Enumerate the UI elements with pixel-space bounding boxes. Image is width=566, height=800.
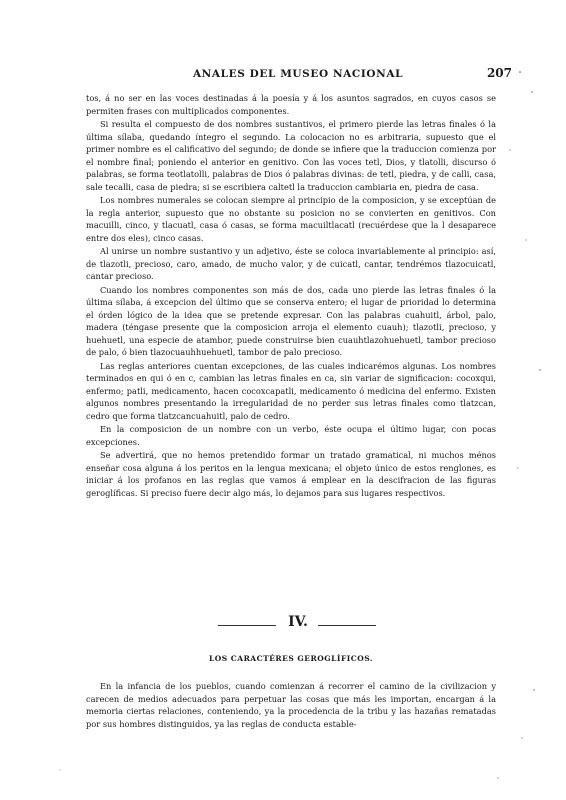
paragraph: En la composicion de un nombre con un verbo, éste ocupa el último lugar, con pocas excepciones. bbox=[86, 424, 496, 447]
divider-rule bbox=[218, 625, 276, 626]
paragraph: Se advertirá, que no hemos pretendido formar un tratado gramatical, ni muchos ménos enseñar cosa alguna á los peritos en la lengua mexicana; el objeto único de estos renglones, es iniciar á los profanos en las reglas que vamos á emplear en la descifracion de las figuras geroglíficas. Si preciso fuere decir algo más, lo dejamos para sus lugares respectivos. bbox=[86, 450, 496, 498]
paragraph: tos, á no ser en las voces destinadas á la poesía y á los asuntos sagrados, en cuyos casos se permiten frases con multiplicados componentes. bbox=[86, 93, 496, 116]
paragraph: En la infancia de los pueblos, cuando comienzan á recorrer el camino de la civilizacion y carecen de medios adecuados para perpetuar las cosas que más les importan, encargan á la memoria ciertas relaciones, conteniendo, ya la procedencia de la tribu y las hazañas rematadas por sus hombres distinguidos, ya las reglas de conducta estable- bbox=[86, 681, 496, 729]
divider-rule bbox=[318, 625, 376, 626]
paragraph: Al unirse un nombre sustantivo y un adjetivo, éste se coloca invariablemente al principio: así, de tlazotli, precioso, caro, amado, de mucho valor, y de cuicatl, cantar, tendrémos tlazocuicatl, cantar precioso. bbox=[86, 246, 496, 281]
page-number: 207 bbox=[486, 66, 512, 80]
paragraph: Los nombres numerales se colocan siempre al principio de la composicion, y se exceptúan de la regla anterior, supuesto que no obstante su posicion no se convierten en genitivos. Con macuilli, cinco, y tlacuatl, casa ó casas, se forma macuiltlacatl (recuérdese que la l desaparece entre dos eles), cinco casas. bbox=[86, 195, 496, 243]
section-number: IV. bbox=[288, 614, 308, 630]
body-text bbox=[86, 92, 496, 499]
paragraph: Las reglas anteriores cuentan excepciones, de las cuales indicarémos algunas. Los nombres terminados en qui ó en c, cambian las letras finales en ca, sin variar de significacion: cocoxqui, enfermo; patli, medicamento, hacen cocoxcapatli, medicamento ó medicina del enfermo. Existen algunos nombres presentando la irregularidad de no perder sus letras finales como tlatzcan, cedro que forma tlatzcancuahuitl, palo de cedro. bbox=[86, 360, 496, 421]
paragraph: Si resulta el compuesto de dos nombres sustantivos, el primero pierde las letras finales ó la última sílaba, quedando íntegro el segundo. La colocacion no es arbitraria, supuesto que el primer nombre es el calificativo del segundo; de donde se infiere que la traduccion comienza por el nombre final; poniendo el anterior en genitivo. Con las voces tetl, Dios, y tlatolli, discurso ó palabras, se forma teotlatolli, palabras de Dios ó palabras divinas: de tetl, piedra, y de calli, casa, sale tecalli, casa de piedra; si se escribiera caltetl la traduccion cambiaria en, piedra de casa. bbox=[86, 119, 496, 192]
section-text bbox=[86, 680, 496, 730]
section-title: LOS CARACTÉRES GEROGLÍFICOS. bbox=[208, 654, 374, 663]
running-title: ANALES DEL MUSEO NACIONAL bbox=[192, 68, 404, 80]
paragraph: Cuando los nombres componentes son más de dos, cada uno pierde las letras finales ó la última sílaba, á excepcion del último que se conserva entero; el lugar de prioridad lo determina el órden lógico de la idea que se pretende expresar. Con las palabras cuahuitl, árbol, palo, madera (téngase presente que la composicion arroja el elemento cuauh); tlazotli, precioso, y huehuetl, una especie de atambor, puede construirse bien cuauhtlazohuehuetl, tambor precioso de palo, ó bien tlazocuauhhuehuetl, tambor de palo precioso. bbox=[86, 284, 496, 357]
running-head bbox=[88, 66, 512, 84]
